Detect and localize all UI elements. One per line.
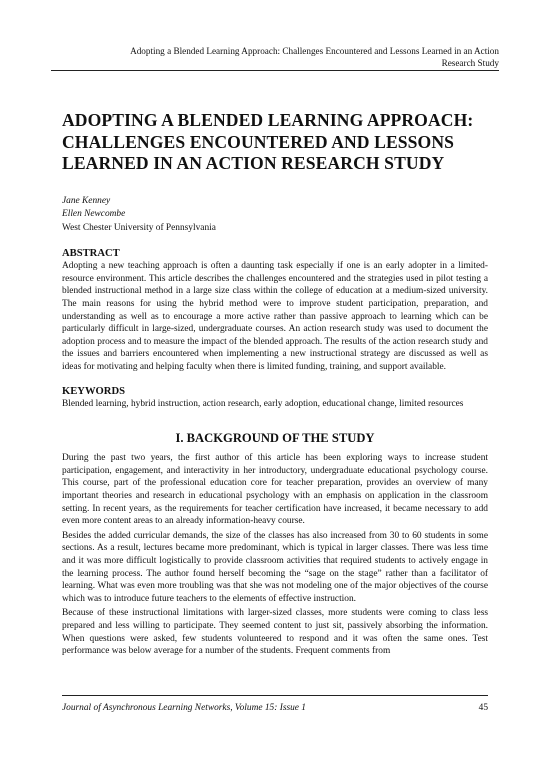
body-paragraph: Because of these instructional limitations with larger-sized classes, more students were coming to class less prepared and less willing to participate. They seemed content to just sit, passively absorbing the information. When questions were asked, few students volunteered to respond and it was often the same ones. Test performance was below average for a number of the students. Frequent comments from [62, 608, 488, 657]
affiliation: West Chester University of Pennsylvania [62, 222, 216, 233]
running-head-line2: Research Study [441, 57, 499, 68]
section-heading: I. BACKGROUND OF THE STUDY [175, 431, 375, 446]
abstract-heading: ABSTRACT [62, 248, 120, 260]
body-paragraph: Besides the added curricular demands, the size of the classes has also increased from 30 to 60 students in some sections. As a result, lectures became more predominant, which is typical in larger classes. There was less time and it was more difficult logistically to provide classroom activities that required students to actively engage in the learning process. The author found herself becoming the “sage on the stage” rather than a facilitator of learning. What was even more troubling was that she was not modeling one of the major objectives of the course which was to introduce future teachers to the elements of effective instruction. [62, 530, 488, 604]
keywords-heading: KEYWORDS [62, 385, 125, 397]
running-head-line1: Adopting a Blended Learning Approach: Challenges Encountered and Lessons Learned in an Action [130, 46, 499, 56]
keywords-text: Blended learning, hybrid instruction, action research, early adoption, educational change, limited resources [62, 398, 464, 409]
running-head [79, 46, 499, 69]
header-rule [51, 70, 499, 71]
author-name: Ellen Newcombe [62, 209, 126, 220]
author-block [62, 195, 488, 236]
paper-title: ADOPTING A BLENDED LEARNING APPROACH: CHALLENGES ENCOUNTERED AND LESSONS LEARNED IN AN ACTION RESEARCH STUDY [62, 110, 474, 173]
main-content [62, 110, 488, 658]
page-number: 45 [478, 703, 488, 713]
page-footer [62, 695, 488, 714]
abstract-text: Adopting a new teaching approach is often a daunting task especially if one is an early adopter in a limited-resource environment. This article describes the challenges encountered and the strategies used in pilot testing a blended instructional method in a large size class within the college of education at a medium-sized university. The main reasons for using the hybrid method were to improve student participation, preparation, and understanding as well as to encourage a more active rather than passive approach to learning which can be particularly difficult in large-sized, undergraduate courses. An action research study was used to document the adoption process and to measure the impact of the blended approach. The results of the action research study and the issues and barriers encountered when implementing a new instructional strategy are discussed as well as ideas for motivating and helping faculty when there is limited funding, training, and support available. [62, 261, 488, 373]
footer-rule [62, 695, 488, 696]
body-paragraph: During the past two years, the first author of this article has been exploring ways to increase student participation, engagement, and interactivity in her introductory, undergraduate educational psychology course. This course, part of the professional education core for teacher preparation, provides an overview of many important theories and research in educational psychology with an emphasis on application in the classroom setting. In recent years, as the requirements for teacher certification have increased, it became necessary to add even more content areas to an already information-heavy course. [62, 453, 488, 527]
author-name: Jane Kenney [62, 195, 111, 206]
journal-citation: Journal of Asynchronous Learning Networks, Volume 15: Issue 1 [62, 703, 306, 713]
